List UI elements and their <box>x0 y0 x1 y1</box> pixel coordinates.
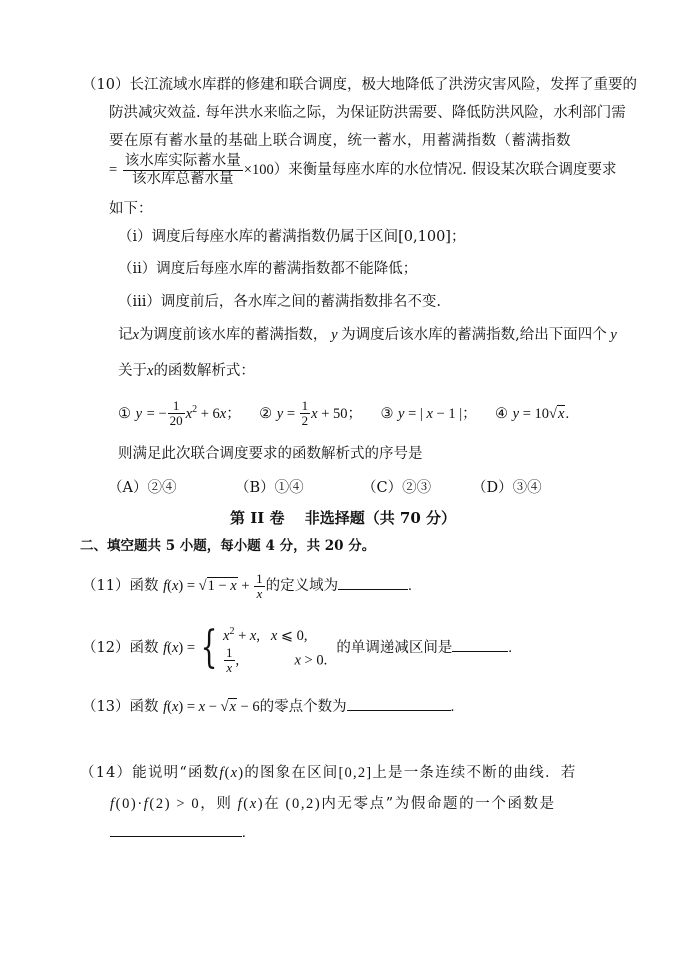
q10-note-2: 关于x的函数解析式： <box>118 363 255 379</box>
q13-tail: 的零点个数为 <box>259 699 347 715</box>
condition-2: （ⅱ）调度后每座水库的蓄满指数都不能降低； <box>118 261 418 277</box>
question-14-line-3: . <box>110 822 246 843</box>
q11-answer-blank[interactable] <box>338 575 408 590</box>
q14-text-b: 的图象在区间 <box>244 765 339 781</box>
q13-label: （13）函数 <box>82 699 159 715</box>
q12-answer-blank[interactable] <box>452 637 508 652</box>
note2-text-a: 关于 <box>118 363 147 379</box>
function-list: ① y = − $\frac{1}{20}$ $x^2 + 6x$； ② y = $\frac{1}{2}$ x + 50； ③ y = | x − 1 |； ④ y = 10√x. <box>118 398 570 429</box>
q10-line-2: 防洪减灾效益. 每年洪水来临之际，为保证防洪需要、降低防洪风险，水利部门需 <box>109 105 626 121</box>
q10-line-4: = $\frac{\text{该水库实际蓄水量}}{\text{该水库总蓄水量}}$ ×100）来衡量每座水库的水位情况. 假设某次联合调度要求 <box>109 152 617 187</box>
option-a: （A）②④ <box>108 480 177 496</box>
question-13: （13）函数 f(x) = x − √x − 6的零点个数为 . <box>82 696 454 717</box>
note-text-a: 记 <box>118 327 133 343</box>
option-d: （D）③④ <box>472 480 542 496</box>
condition-1: （ⅰ）调度后每座水库的蓄满指数仍属于区间[0,100]； <box>118 229 466 245</box>
q14-answer-blank[interactable] <box>110 822 242 837</box>
question-14-line-1: （14）能说明“函数f(x)的图象在区间[0,2]上是一条连续不断的曲线．若 <box>80 765 577 781</box>
q10-ask: 则满足此次联合调度要求的函数解析式的序号是 <box>118 446 423 462</box>
note-text-c: 为调度后该水库的蓄满指数,给出下面四个 <box>341 327 607 343</box>
condition-3: （ⅲ）调度前后，各水库之间的蓄满指数排名不变. <box>118 294 442 310</box>
q14-text-a: （14）能说明“函数 <box>80 765 220 781</box>
q10-line-3: 要在原有蓄水量的基础上联合调度，统一蓄水，用蓄满指数（蓄满指数 <box>109 133 571 149</box>
part-2-heading: 二、填空题共 5 小题，每小题 4 分，共 20 分。 <box>80 538 376 554</box>
q10-line-4-tail: ）来衡量每座水库的水位情况. 假设某次联合调度要求 <box>273 162 617 178</box>
q11-tail: 的定义域为 <box>265 578 339 594</box>
q14-text-e: 在 <box>264 796 281 812</box>
section-title: 第 II 卷 非选择题（共 70 分） <box>230 509 457 527</box>
question-14-line-2: f(0)·f(2) > 0，则 f(x)在 (0,2)内无零点”为假命题的一个函数是 <box>110 796 556 812</box>
q12-tail: 的单调递减区间是 <box>336 640 453 656</box>
note-text-b: 为调度前该水库的蓄满指数， <box>138 327 328 343</box>
option-b: （B）①④ <box>235 480 304 496</box>
q14-text-c: 上是一条连续不断的曲线．若 <box>372 765 577 781</box>
fraction-denominator: 该水库总蓄水量 <box>132 170 234 187</box>
q10-note-1: 记x为调度前该水库的蓄满指数， y 为调度后该水库的蓄满指数,给出下面四个 y <box>118 327 617 343</box>
note2-text-b: 的函数解析式： <box>153 363 255 379</box>
question-11: （11）函数 f(x) = √1 − x + $\frac{1}{x}$ 的定义域为 . <box>82 570 412 601</box>
q14-text-d: ，则 <box>200 796 233 812</box>
q10-line-1: （10）长江流域水库群的修建和联合调度，极大地降低了洪涝灾害风险，发挥了重要的 <box>82 77 637 93</box>
q14-text-f: 内无零点”为假命题的一个函数是 <box>321 796 556 812</box>
q12-label: （12）函数 <box>82 640 159 656</box>
q13-answer-blank[interactable] <box>347 696 451 711</box>
fraction-numerator: 该水库实际蓄水量 <box>124 152 241 169</box>
fill-index-fraction <box>123 153 243 188</box>
piecewise-brace-icon: { <box>200 622 218 673</box>
option-c: （C）②③ <box>362 480 432 496</box>
q11-label: （11）函数 <box>82 578 159 594</box>
question-12: （12）函数 f(x) = { $x^2 + x$, x ⩽ 0, $\frac{1}{x}$ , x > 0. 的单调递减区间是 . <box>82 622 513 676</box>
q10-line-5: 如下： <box>109 201 153 217</box>
